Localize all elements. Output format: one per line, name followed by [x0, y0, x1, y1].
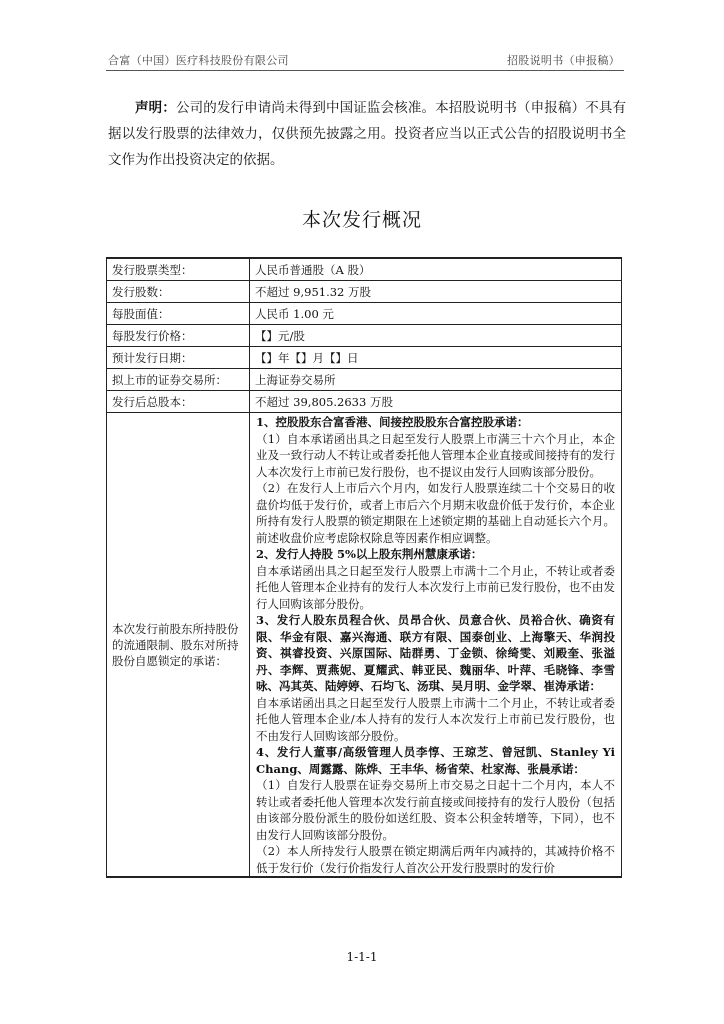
- commitment-heading: 2、发行人持股 5%以上股东荆州慧康承诺：: [256, 547, 483, 561]
- row-value: 不超过 9,951.32 万股: [250, 281, 622, 303]
- lockup-commitments: [250, 413, 622, 878]
- notice-paragraph: [108, 95, 626, 173]
- row-value: 人民币 1.00 元: [250, 303, 622, 325]
- notice-lead: 声明：: [135, 100, 176, 116]
- row-label: 发行股票类型：: [107, 258, 250, 281]
- table-row: [107, 303, 622, 325]
- page-number: 1-1-1: [346, 950, 378, 964]
- row-value: 人民币普通股（A 股）: [250, 258, 622, 281]
- page-title: 本次发行概况: [301, 209, 422, 231]
- row-value: 不超过 39,805.2633 万股: [250, 391, 622, 413]
- table-row: [107, 347, 622, 369]
- row-value: 上海证券交易所: [250, 369, 622, 391]
- commitment-text: 自本承诺函出具之日起至发行人股票上市满十二个月止，不转让或者委托他人管理本企业持有的发行人本次发行上市前已发行股份，也不由发行人回购该部分股份。: [256, 563, 615, 611]
- notice-text: 公司的发行申请尚未得到中国证监会核准。本招股说明书（申报稿）不具有据以发行股票的法律效力，仅供预先披露之用。投资者应当以正式公告的招股说明书全文作为作出投资决定的依据。: [108, 100, 627, 168]
- row-label: 拟上市的证券交易所：: [107, 369, 250, 391]
- row-label: 发行股数：: [107, 281, 250, 303]
- table-row: [107, 391, 622, 413]
- row-value: 【】元/股: [250, 325, 622, 347]
- table-row: [107, 281, 622, 303]
- row-label: 发行后总股本：: [107, 391, 250, 413]
- header-doc-type: 招股说明书（申报稿）: [507, 54, 620, 67]
- lockup-row: [107, 413, 622, 878]
- table-row: [107, 369, 622, 391]
- commitment-text: （2）在发行人上市后六个月内，如发行人股票连续二十个交易日的收盘价均低于发行价，或者上市后六个月期末收盘价低于发行价，本企业所持有发行人股票的锁定期限在上述锁定期的基础上自动延长六个月。前述收盘价应考虑除权除息等因素作相应调整。: [256, 481, 615, 545]
- row-label: 每股面值：: [107, 303, 250, 325]
- table-row: [107, 258, 622, 281]
- commitment-heading: 4、发行人董事/高级管理人员李惇、王琼芝、曾冠凯、Stanley Yi Chang、周露露、陈烨、王丰华、杨省荣、杜家海、张晨承诺：: [256, 745, 615, 776]
- commitment-text: （1）自发行人股票在证券交易所上市交易之日起十二个月内，本人不转让或者委托他人管理本次发行前直接或间接持有的发行人股份（包括由该部分股份派生的股份如送红股、资本公积金转增等，下同），也不由发行人回购该部分股份。: [256, 778, 615, 842]
- commitment-text: 自本承诺函出具之日起至发行人股票上市满十二个月止，不转让或者委托他人管理本企业/本人持有的发行人本次发行上市前已发行股份，也不由发行人回购该部分股份。: [256, 695, 615, 743]
- row-value: 【】年【】月【】日: [250, 347, 622, 369]
- header-divider: [106, 70, 624, 71]
- offering-summary-table: [106, 257, 622, 878]
- row-label: 每股发行价格：: [107, 325, 250, 347]
- commitment-text: （2）本人所持发行人股票在锁定期满后两年内减持的，其减持价格不低于发行价（发行价指发行人首次公开发行股票时的发行价: [256, 844, 615, 875]
- table-row: [107, 325, 622, 347]
- header-company: 合富（中国）医疗科技股份有限公司: [108, 54, 289, 67]
- commitment-text: （1）自本承诺函出具之日起至发行人股票上市满三十六个月止，本企业及一致行动人不转让或者委托他人管理本企业直接或间接持有的发行人本次发行上市前已发行股份，也不提议由发行人回购该部分股份。: [256, 431, 615, 479]
- row-label: 预计发行日期：: [107, 347, 250, 369]
- lockup-label: 本次发行前股东所持股份的流通限制、股东对所持股份自愿锁定的承诺：: [107, 413, 250, 878]
- commitment-heading: 1、控股股东合富香港、间接控股股东合富控股承诺：: [256, 415, 529, 429]
- commitment-heading: 3、发行人股东员程合伙、员昂合伙、员意合伙、员裕合伙、确资有限、华金有限、嘉兴海通、联方有限、国泰创业、上海擎天、华润投资、祺睿投资、兴原国际、陆群勇、丁金锁、徐绮雯、刘殿奎、张溢丹、李辉、贾燕妮、夏耀武、韩亚民、魏丽华、叶萍、毛晓锋、李雪咏、冯其英、陆婷婷、石均飞、汤琪、吴月明、金学翠、崔涛承诺：: [256, 613, 615, 693]
